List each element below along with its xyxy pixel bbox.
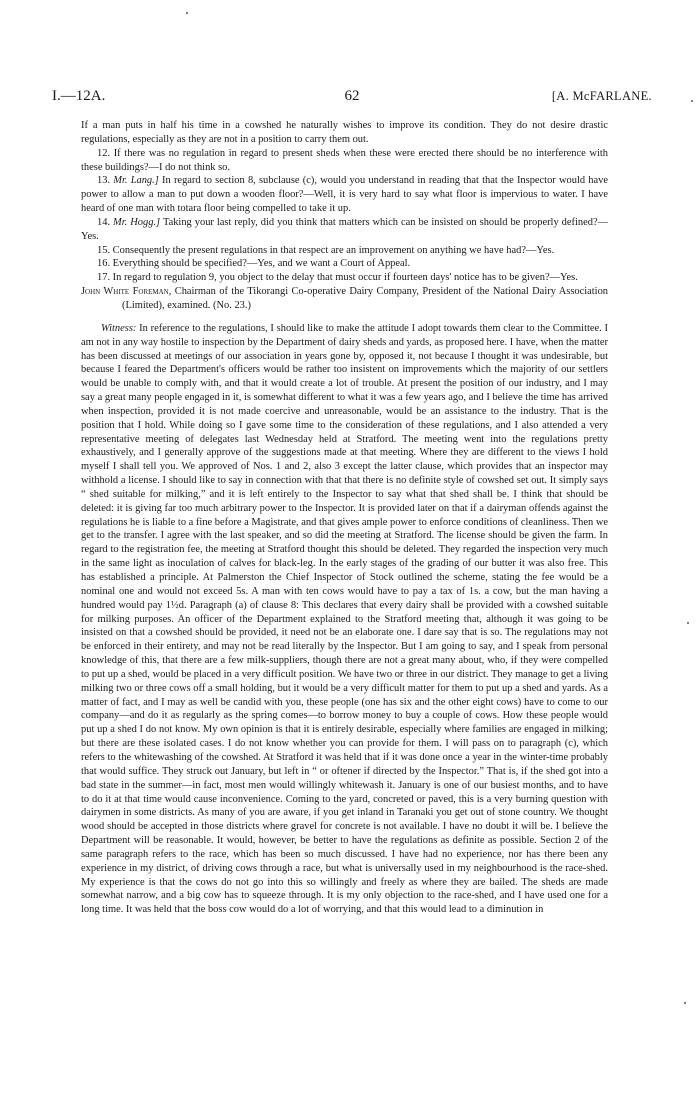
witness-description: Chairman of the Tikorangi Co-operative Dairy Company, President of the National Dairy Association (Limited), examined. (No. 23.) [122,286,609,311]
witness-testimony [81,322,608,917]
page-speck [186,12,188,14]
witness-name: John White Foreman, [81,286,172,298]
testimony-paragraph [81,322,608,917]
questioner-name: Mr. Hogg.] [113,216,161,228]
qa-number: 13. [97,175,111,187]
qa-paragraph [81,244,608,258]
qa-number: 15. [97,244,111,256]
page-speck [687,622,689,624]
qa-number: 17. [97,272,111,284]
qa-text: If a man puts in half his time in a cowshed he naturally wishes to improve its condition. They do not desire drastic regulations, especially as they are not in a position to carry them out. [81,120,608,145]
qa-text: Taking your last reply, did you think that matters which can be insisted on should be properly defined?—Yes. [81,216,609,242]
qa-text: If there was no regulation in regard to present sheds when these were erected there should be no interference with these buildings?—I do not think so. [81,147,608,173]
page-header [52,86,652,106]
witness-heading [81,285,608,313]
page-speck [691,100,693,102]
qa-paragraph [81,257,608,271]
qa-text: In regard to regulation 9, you object to the delay that must occur if fourteen days' notice has to be given?—Yes. [112,272,578,284]
document-reference: I.—12A. [52,88,106,104]
witness-running-head: [A. McFARLANE. [551,89,652,103]
qa-number: 16. [97,258,111,270]
qa-number: 12. [97,147,111,159]
testimony-label: Witness: [101,322,137,334]
page-body [81,119,608,917]
page-number: 62 [344,88,360,104]
page-speck [684,1002,686,1004]
questioner-name: Mr. Lang.] [113,175,159,187]
testimony-text: In reference to the regulations, I should like to make the attitude I adopt towards them clear to the Committee. I am not in any way hostile to inspection by the Department of dairy sheds and yards, as proposed here. I have, when the matter has been discussed at meetings of our association in years gone by, opposed it, not because I thought it was undesirable, but because I feared the Department's officers would be rather too insistent on improvements which the majority of our settlers would be unable to comply with, and that it would create a lot of trouble. At present the position of our industry, and I may say a great many people engaged in it, is somewhat different to what it was a few years ago, and I believe the time has arrived when inspection, provided it is not made coercive and unreasonable, would be an assistance to the industry. That is the position that I hold. While doing so I gave some time to the consideration of these regulations, and I also attended a very representative meeting of delegates last Wednesday held at Stratford. The meeting went into the regulations pretty exhaustively, and I generally approve of the suggestions made at that meeting. Where they are different to the views I hold myself I shall tell you. We approved of Nos. 1 and 2, also 3 except the latter clause, which provides that an inspector may withhold a license. I should like to say in connection with that that there is no definite style of cowshed set out. It simply says “ shed suitable for milking,” and it is left entirely to the Inspector to say what that shed shall be. I think that should be deleted: it is giving far too much arbitrary power to the Inspector. It is provided later on that if a dairyman offends against the regulations he is liable to a fine before a Magistrate, and that gives ample power to enforce conditions of cleanliness. Then we get to the transfer. I agree with the last speaker, and so did the meeting at Stratford. The license should be given the farm. In regard to the registration fee, the meeting at Stratford thought this should be deleted. They regarded the inspection very much in the same light as inoculation of calves for black-leg. In the early stages of the grading of our butter it was also free. This has established a principle. At Palmerston the Chief Inspector of Stock outlined the scheme, stating the fee would be a nominal one and would not exceed 5s. A man with ten cows would have to pay a tax of 1s. a cow, but the man having a hundred would pay 1½d. Paragraph (a) of clause 8: This declares that every dairy shall be provided with a cowshed suitable for milking purposes. An officer of the Department explained to the Stratford meeting that, although it was going to be insisted on that a cowshed should be provided, it need not be an elaborate one. I dare say that is so. The regulations may not be enforced in their entirety, and may not be read literally by the Inspector. But I am going to say, and I speak from personal knowledge of this, that there are a few milk-suppliers, though there are not a great many about, who, if they were compelled to put up a shed, would be placed in a very difficult position. We have two or three in our district. They manage to get a living milking two or three cows off a small holding, but it would be a very difficult matter for them to put up a shed and yards. As a matter of fact, and I may as well be candid with you, these people (one has six and the other eight cows) have to come to our company—and do it as regularly as the spring comes—to borrow money to buy a couple of cows. How these people would put up a shed I do not know. My own opinion is that it is entirely desirable, especially where families are engaged in milking; but there are these isolated cases. I do not know whether you can provide for them. I will pass on to paragraph (c), which refers to the whitewashing of the cowshed. At Stratford it was held that if it was done once a year in the winter-time probably that would suffice. They struck out January, but left in “ or oftener if directed by the Inspector.” That is, if the shed got into a bad state in the summer—in fact, most men would willingly whitewash it. January is one of our busiest months, and to have to do it at that time would cause inconvenience. Coming to the yard, concreted or paved, this is a very burning question with dairymen in some districts. As many of you are aware, if you get inland in Taranaki you get out of stone country. We thought wood should be accepted in those districts where gravel for concrete is not available. I have no doubt it will be. I believe the Department will be reasonable. It would, however, be better to have the regulations as definite as possible. Section 2 of the same paragraph refers to the race, which has been so much discussed. I have had no experience, nor has there been any experience in my district, of driving cows through a race, but what is universally used in my neighbourhood is the race-shed. My experience is that the cows do not go into this so willingly and freely as where they are bailed. The sheds are made somewhat narrow, and a big cow has to squeeze through. It is my only objection to the race-shed, and I have used one for a long time. It was held that the boss cow would do a lot of worrying, and that this would lead to a diminution in [81,322,608,916]
qa-number: 14. [97,216,111,228]
qa-paragraph [81,174,608,216]
question-answer-list [81,119,608,285]
qa-text: Everything should be specified?—Yes, and we want a Court of Appeal. [112,258,411,270]
qa-paragraph [81,119,608,147]
qa-text: In regard to section 8, subclause (c), would you understand in reading that that the Inspector would have power to allow a man to put down a wooden floor?—Well, it is very hard to say what floor is impervious to water. I have heard of one man with totara floor being compelled to take it up. [81,175,609,215]
qa-text: Consequently the present regulations in that respect are an improvement on anything we have had?—Yes. [112,244,555,256]
qa-paragraph [81,271,608,285]
qa-paragraph [81,147,608,175]
qa-paragraph [81,216,608,244]
